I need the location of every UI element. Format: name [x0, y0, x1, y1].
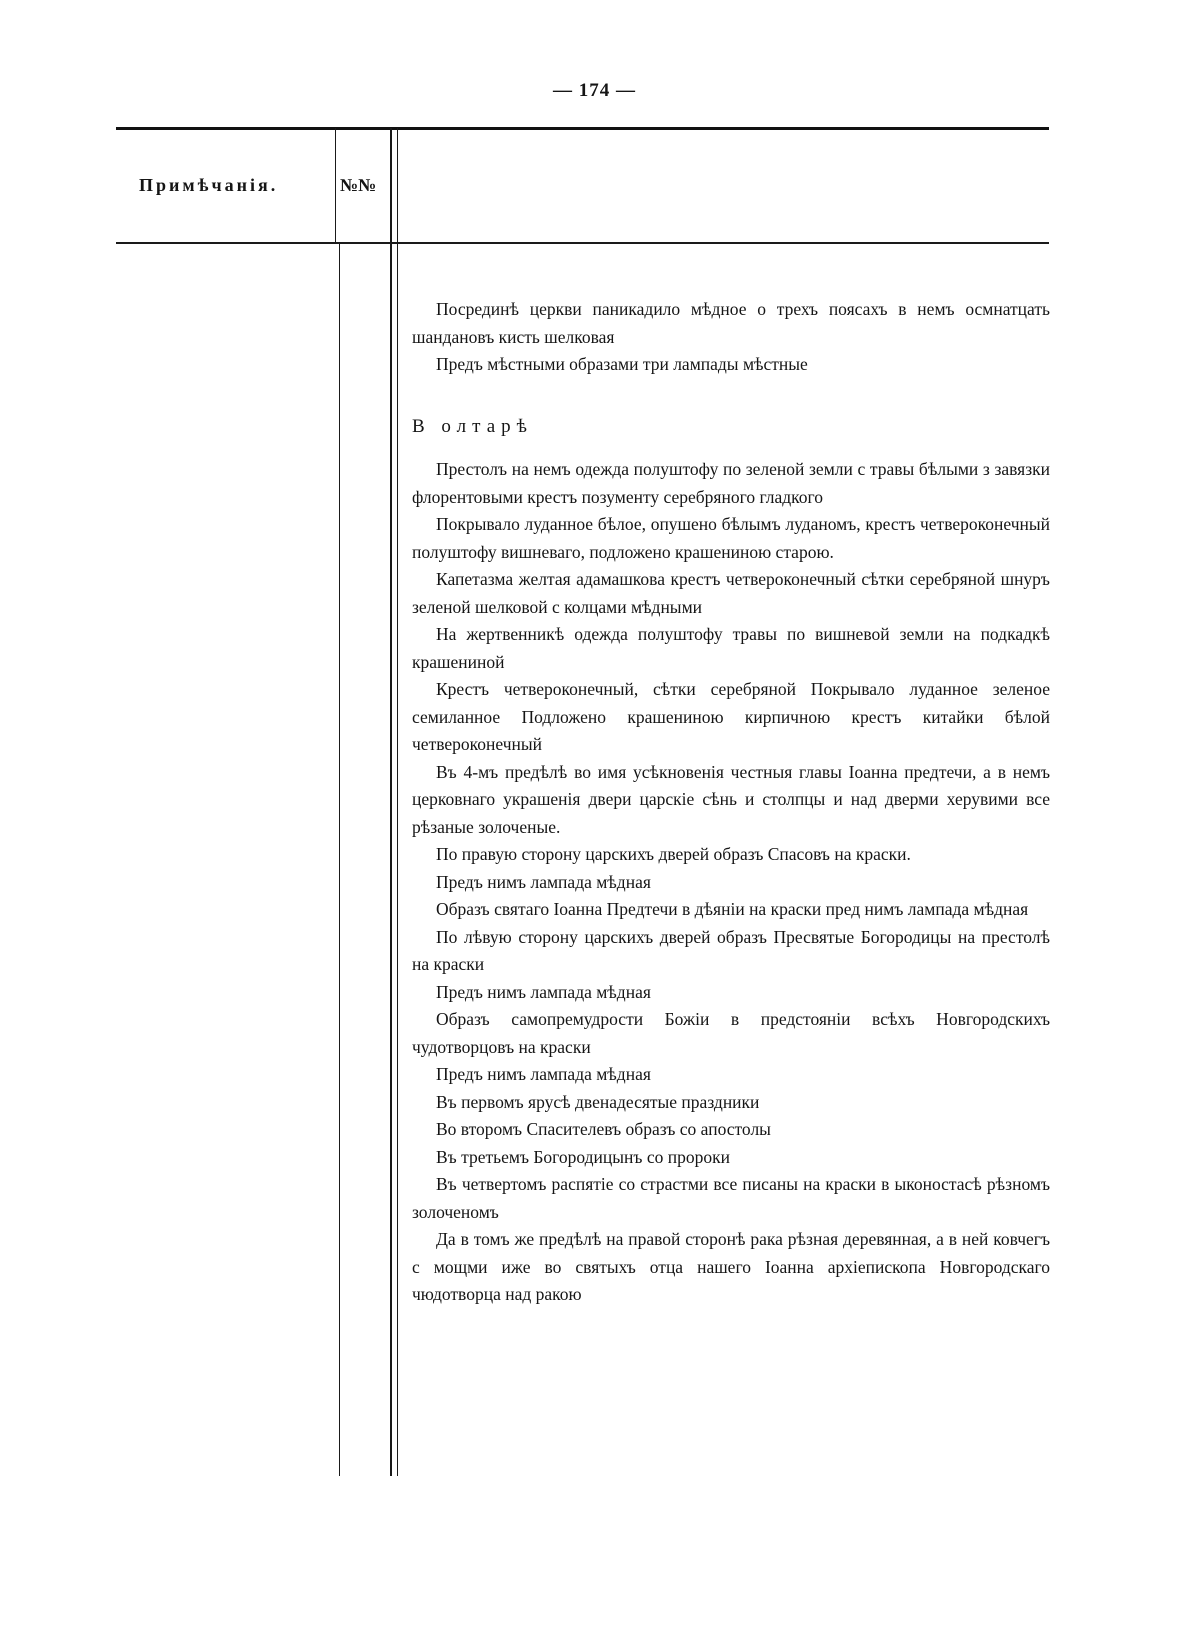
column-divider-numbers-inner [397, 128, 398, 1476]
paragraph: Капетазма желтая адамашкова крестъ четвероконечный сѣтки серебряной шнуръ зеленой шелковой с колцами мѣдными [412, 569, 1050, 617]
page-number: — 174 — [553, 80, 636, 101]
paragraph: Престолъ на немъ одежда полуштофу по зеленой земли с травы бѣлыми з завязки флорентовыми крестъ позументу серебряного гладкого [412, 459, 1050, 507]
column-divider-notes [335, 128, 336, 243]
paragraph: Образъ самопремудрости Божіи в предстояніи всѣхъ Новгородскихъ чудотворцовъ на краски [412, 1009, 1050, 1057]
paragraph: Посрединѣ церкви паникадило мѣдное о трехъ поясахъ в немъ осмнатцать шандановъ кисть шелковая [412, 299, 1050, 347]
column-divider-notes-body [339, 244, 340, 1476]
notes-column-header: Примѣчанія. [139, 175, 279, 195]
paragraph: Въ 4-мъ предѣлѣ во имя усѣкновенія честныя главы Іоанна предтечи, а в немъ церковнаго украшенія двери царскіе сѣнь и столпцы и над дверми херувими все рѣзаные золоченые. [412, 761, 1050, 837]
paragraph: По правую сторону царскихъ дверей образъ Спасовъ на краски. [436, 844, 911, 864]
inventory-text [412, 296, 1050, 1309]
paragraph: Предъ нимъ лампада мѣдная [436, 1064, 651, 1084]
numbers-column-header: №№ [340, 175, 377, 195]
paragraph: Предъ нимъ лампада мѣдная [436, 981, 651, 1002]
paragraph: По лѣвую сторону царскихъ дверей образъ Пресвятые Богородицы на престолѣ на краски [412, 926, 1050, 974]
paragraph: Образъ святаго Іоанна Предтечи в дѣяніи на краски пред нимъ лампада мѣдная [436, 899, 1029, 919]
paragraph: Во второмъ Спасителевъ образъ со апостолы [436, 1119, 771, 1139]
paragraph: Да в томъ же предѣлѣ на правой сторонѣ рака рѣзная деревянная, а в ней ковчегъ с мощми иже во святыхъ отца нашего Іоанна архіепископа Новгородскаго чюдотворца над ракою [412, 1229, 1050, 1304]
section-heading: В олтарѣ [412, 415, 533, 437]
paragraph: Въ третьемъ Богородицынъ со пророки [436, 1146, 730, 1167]
paragraph: Въ первомъ ярусѣ двенадесятые праздники [436, 1091, 760, 1112]
paragraph: Предъ мѣстными образами три лампады мѣстные [436, 354, 808, 374]
paragraph: Предъ нимъ лампада мѣдная [436, 871, 651, 892]
paragraph: Крестъ четвероконечный, сѣтки серебряной Покрывало луданное зеленое семиланное Подложено крашениною кирпичною крестъ китайки бѣлой четвероконечный [412, 679, 1050, 754]
table-top-rule [116, 127, 1049, 130]
column-divider-numbers [390, 128, 392, 1476]
paragraph: На жертвенникѣ одежда полуштофу травы по вишневой земли на подкадкѣ крашениной [412, 624, 1050, 672]
paragraph: Въ четвертомъ распятіе со страстми все писаны на краски в ыконостасѣ рѣзномъ золоченомъ [412, 1174, 1050, 1222]
paragraph: Покрывало луданное бѣлое, опушено бѣлымъ луданомъ, крестъ четвероконечный полуштофу вишневаго, подложено крашениною старою. [412, 514, 1050, 562]
table-header-rule [116, 242, 1049, 244]
